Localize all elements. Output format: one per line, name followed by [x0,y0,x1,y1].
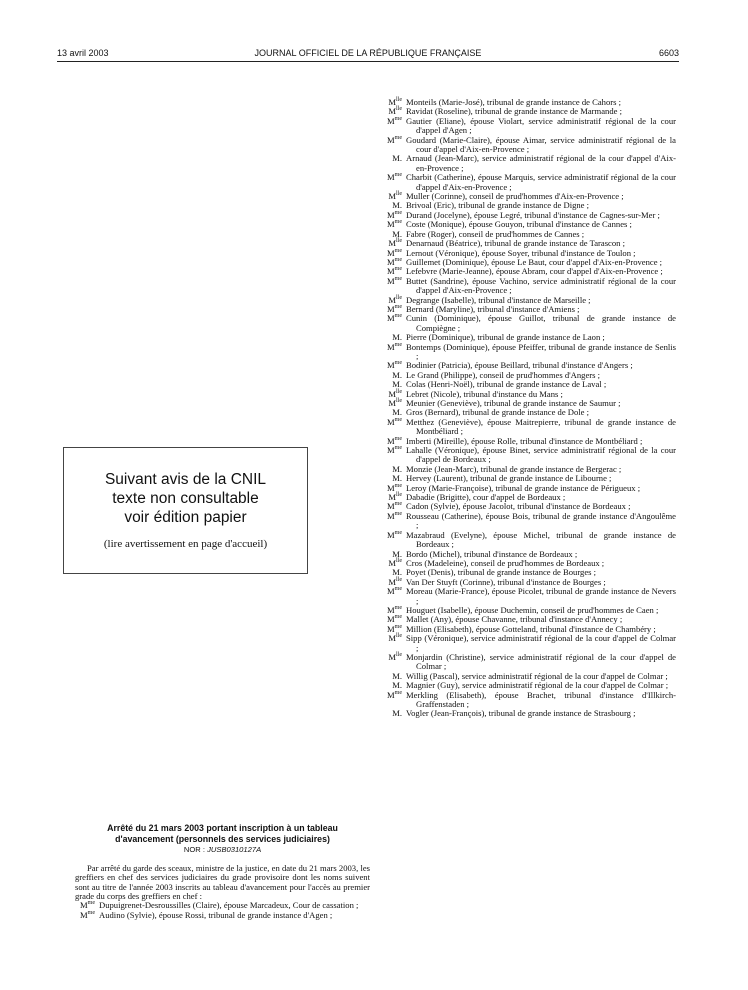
civil-title-suffix: me [394,529,402,536]
civil-title-suffix: me [394,275,402,282]
civil-title-suffix: me [394,313,402,320]
entry-text: Audino (Sylvie), épouse Rossi, tribunal de grande instance d'Agen ; [99,909,333,920]
civil-title-suffix: me [394,134,402,141]
civil-title-text: M [387,416,395,427]
entry-text: Mazabraud (Evelyne), épouse Michel, tribunal de grande instance de Bordeaux ; [406,529,676,550]
civil-title-text: M [387,445,395,456]
arrete-title-line-1: Arrêté du 21 mars 2003 portant inscription à un tableau [107,823,338,833]
civil-title-text: M [388,557,396,568]
civil-title-text: M [388,576,396,587]
entry-text: Bontemps (Dominique), épouse Pfeiffer, tribunal de grande instance de Senlis ; [406,341,676,361]
civil-title-text: M. [392,369,402,380]
arrete-title [75,823,370,844]
civil-title-text: M [80,909,88,920]
civil-title [382,512,402,521]
civil-title-text: M. [392,567,402,578]
civil-title-text: M [387,266,395,277]
civil-title-text: M [80,900,88,911]
civil-title-text: M [387,219,395,230]
civil-title-suffix: lle [396,106,402,113]
civil-title [382,154,402,163]
civil-title-suffix: me [394,623,402,630]
civil-title-text: M. [392,379,402,390]
entry-text: Degrange (Isabelle), tribunal d'instance de Marseille ; [406,294,591,305]
civil-title-text: M [387,256,395,267]
civil-title-suffix: me [394,257,402,264]
entry-text: Gros (Bernard), tribunal de grande instance de Dole ; [406,407,590,418]
civil-title-suffix: me [394,247,402,254]
civil-title-text: M [388,97,396,107]
entry-text: Denarnaud (Béatrice), tribunal de grande instance de Tarascon ; [406,238,625,249]
entry-text: Coste (Monique), épouse Gouyon, tribunal d'instance de Cannes ; [406,219,632,230]
civil-title-suffix: lle [396,558,402,565]
civil-title-suffix: lle [396,97,402,104]
entry-text: Vogler (Jean-François), tribunal de grande instance de Strasbourg ; [406,708,636,719]
list-item [382,512,676,531]
nor-code: JUSB0310127A [207,845,262,854]
entry-text: Sipp (Véronique), service administratif régional de la cour d'appel de Colmar ; [406,633,676,653]
entry-text: Bernard (Maryline), tribunal d'instance d'Amiens ; [406,303,580,314]
civil-title-suffix: me [394,219,402,226]
journal-title: JOURNAL OFFICIEL DE LA RÉPUBLIQUE FRANÇAISE [254,48,482,58]
civil-title-suffix: me [394,614,402,621]
entry-text: Goudard (Marie-Claire), épouse Aimar, service administratif régional de la cour d'appel d'Aix-en-Provence ; [406,134,676,155]
entry-text: Fabre (Roger), conseil de prud'hommes de Cannes ; [406,228,585,239]
civil-title [382,117,402,126]
entry-text: Van Der Stuyft (Corinne), tribunal d'instance de Bourges ; [406,576,606,587]
entry-text: Dabadie (Brigitte), cour d'appel de Bordeaux ; [406,492,566,503]
civil-title-text: M [387,247,395,258]
entry-text: Colas (Henri-Noël), tribunal de grande instance de Laval ; [406,379,607,390]
entry-text: Gautier (Eliane), épouse Violart, service administratif régional de la cour d'appel d'Agen ; [406,115,676,136]
list-item [382,173,676,192]
civil-title-text: M. [392,680,402,691]
page-header [57,48,679,62]
entry-text: Bodinier (Patricia), épouse Beillard, tribunal d'instance d'Angers ; [406,360,633,371]
civil-title-suffix: me [394,210,402,217]
civil-title-text: M [387,313,395,324]
civil-title-suffix: me [87,900,95,907]
civil-title-suffix: me [394,360,402,367]
entry-text: Meunier (Geneviève), tribunal de grande instance de Saumur ; [406,398,621,408]
entry-text: Cunin (Dominique), épouse Guillot, tribunal de grande instance de Compiègne ; [406,313,676,333]
civil-title-text: M [387,689,395,700]
entry-text: Monzie (Jean-Marc), tribunal de grande instance de Bergerac ; [406,463,622,474]
entry-text: Lahalle (Véronique), épouse Binet, service administratif régional de la cour d'appel de Bordeaux ; [406,445,676,465]
civil-title-suffix: me [394,115,402,122]
civil-title-suffix: lle [396,191,402,198]
civil-title-text: M [387,623,395,634]
list-item [382,587,676,606]
civil-title-suffix: me [394,586,402,593]
entry-text: Arnaud (Jean-Marc), service administratif régional de la cour d'appel d'Aix-en-Provence ; [406,153,676,173]
entry-text: Lebret (Nicole), tribunal d'instance du Mans ; [406,388,563,399]
list-item [382,314,676,333]
civil-title-text: M [387,172,395,183]
entry-text: Lernout (Véronique), épouse Soyer, tribunal d'instance de Toulon ; [406,247,636,258]
list-item [382,117,676,136]
civil-title [382,446,402,455]
civil-title [382,277,402,286]
civil-title-suffix: me [394,605,402,612]
civil-title [382,691,402,700]
civil-title-suffix: me [394,435,402,442]
civil-title-text: M [387,614,395,625]
list-item [382,277,676,296]
entry-text: Moreau (Marie-France), épouse Picolet, tribunal de grande instance de Nevers ; [406,586,676,606]
entry-text: Muller (Corinne), conseil de prud'hommes d'Aix-en-Provence ; [406,191,624,202]
entry-text: Durand (Jocelyne), épouse Legré, tribunal d'instance de Cagnes-sur-Mer ; [406,209,660,220]
entry-text: Merkling (Elisabeth), épouse Brachet, tribunal d'instance d'Illkirch-Graffenstaden ; [406,689,676,709]
civil-title [382,136,402,145]
civil-title-text: M [387,303,395,314]
civil-title [382,709,402,718]
entry-text: Monteils (Marie-José), tribunal de grande instance de Cahors ; [406,97,622,107]
arrete-paragraph: Par arrêté du garde des sceaux, ministre de la justice, en date du 21 mars 2003, les greffiers en chef des services judiciaires du grade provisoire dont les noms suivent sont au titre de l'année 2003 inscrits au tableau d'avancement pour l'accès au premier grade du corps des greffiers en chef : [75,863,370,901]
civil-title-text: M [387,134,395,145]
civil-title-suffix: lle [396,388,402,395]
civil-title-text: M [387,604,395,615]
civil-title-text: M [388,238,396,249]
civil-title [382,587,402,596]
entry-text: Monjardin (Christine), service administratif régional de la cour d'appel de Colmar ; [406,651,676,672]
civil-title [382,418,402,427]
civil-title-suffix: lle [396,576,402,583]
cnil-notice-box [63,447,308,574]
civil-title-text: M [388,492,396,503]
entry-text: Magnier (Guy), service administratif régional de la cour d'appel de Colmar ; [406,680,669,691]
civil-title [75,911,95,920]
list-item [382,136,676,155]
civil-title [382,173,402,182]
civil-title-suffix: me [394,172,402,179]
civil-title-text: M. [392,708,402,719]
arrete-entry-list [75,901,370,920]
cnil-line-1: Suivant avis de la CNIL [104,471,267,488]
entry-text: Guillemet (Dominique), épouse Le Baut, cour d'appel d'Aix-en-Provence ; [406,256,663,267]
civil-title-text: M [387,586,395,597]
list-item [382,691,676,710]
list-item [382,418,676,437]
header-date: 13 avril 2003 [57,48,109,58]
civil-title-text: M [388,191,396,202]
civil-title-text: M [387,360,395,371]
civil-title-suffix: me [394,482,402,489]
list-item [75,911,370,920]
civil-title-text: M. [392,463,402,474]
entry-text: Imberti (Mireille), épouse Rolle, tribunal d'instance de Montbéliard ; [406,435,643,446]
civil-title-text: M [387,482,395,493]
list-item [382,653,676,672]
nor-reference [75,845,370,854]
civil-title-suffix: lle [396,652,402,659]
entry-text: Pierre (Dominique), tribunal de grande instance de Laon ; [406,332,605,343]
civil-title-text: M [388,388,396,399]
civil-title-suffix: me [394,689,402,696]
right-column-list [382,98,676,719]
civil-title-suffix: me [394,445,402,452]
civil-title-text: M [387,209,395,220]
entry-text: Charbit (Catherine), épouse Marquis, service administratif régional de la cour d'appel d'Aix-en-Provence ; [406,172,676,192]
civil-title-suffix: lle [396,238,402,245]
entry-text: Mallet (Any), épouse Chavanne, tribunal d'instance d'Annecy ; [406,614,623,625]
list-item [382,446,676,465]
civil-title-suffix: lle [396,633,402,640]
cnil-line-3: voir édition papier [124,509,247,526]
civil-title-suffix: me [394,416,402,423]
entry-text: Brivoal (Eric), tribunal de grande instance de Digne ; [406,200,590,211]
civil-title-text: M [387,501,395,512]
entry-text: Hervey (Laurent), tribunal de grande instance de Libourne ; [406,473,612,484]
entry-text: Lefebvre (Marie-Jeanne), épouse Abram, cour d'appel d'Aix-en-Provence ; [406,266,663,277]
cnil-note: (lire avertissement en page d'accueil) [103,538,268,550]
civil-title-text: M [388,651,396,662]
nor-label: NOR : [183,845,205,854]
list-item [382,531,676,550]
civil-title-suffix: me [394,304,402,311]
civil-title-text: M. [392,548,402,559]
header-rule [57,61,679,62]
civil-title-text: M [387,510,395,521]
entry-text: Poyet (Denis), tribunal de grande instance de Bourges ; [406,567,597,578]
civil-title-text: M. [392,228,402,239]
civil-title-text: M [387,529,395,540]
civil-title-suffix: lle [396,398,402,405]
civil-title-text: M [387,341,395,352]
entry-text: Ravidat (Roseline), tribunal de grande instance de Marmande ; [406,106,622,117]
civil-title-text: M. [392,473,402,484]
list-item [382,154,676,173]
civil-title-suffix: me [87,909,95,916]
entry-text: Leroy (Marie-Françoise), tribunal de grande instance de Périgueux ; [406,482,641,493]
entry-text: Million (Elisabeth), épouse Gotteland, tribunal d'instance de Chambéry ; [406,623,656,634]
entry-text: Le Grand (Philippe), conseil de prud'hommes d'Angers ; [406,369,601,380]
civil-title-text: M [387,435,395,446]
civil-title-suffix: me [394,501,402,508]
entry-text: Metthez (Geneviève), épouse Maitrepierre, tribunal de grande instance de Montbéliard ; [406,416,676,437]
list-item [382,709,676,718]
civil-title [382,634,402,643]
page-number: 6603 [658,48,679,58]
civil-title-suffix: me [394,266,402,273]
civil-title-text: M. [392,153,402,164]
civil-title-text: M. [392,670,402,681]
civil-title-text: M [388,294,396,305]
civil-title [382,343,402,352]
civil-title-text: M [388,106,396,117]
civil-title-text: M. [392,407,402,418]
list-item [382,343,676,362]
entry-text: Cros (Madeleine), conseil de prud'hommes de Bordeaux ; [406,557,605,568]
civil-title-text: M [387,275,395,286]
entry-text: Willig (Pascal), service administratif régional de la cour d'appel de Colmar ; [406,670,668,681]
entry-text: Cadon (Sylvie), épouse Jacolot, tribunal d'instance de Bordeaux ; [406,501,631,512]
civil-title-suffix: lle [396,294,402,301]
arrete-title-line-2: d'avancement (personnels des services judiciaires) [115,833,330,844]
civil-title-text: M. [392,332,402,343]
civil-title-suffix: me [394,511,402,518]
civil-title-text: M [387,115,395,126]
entry-text: Bordo (Michel), tribunal d'instance de Bordeaux ; [406,548,578,559]
left-column [75,823,370,920]
civil-title-text: M [388,398,396,408]
list-item [382,634,676,653]
civil-title-text: M. [392,200,402,211]
civil-title-text: M [388,633,396,644]
civil-title [382,531,402,540]
entry-text: Rousseau (Catherine), épouse Bois, tribunal de grande instance d'Angoulême ; [406,510,676,531]
cnil-line-2: texte non consultable [112,490,259,507]
civil-title-suffix: me [394,341,402,348]
civil-title [382,653,402,662]
civil-title-suffix: lle [396,492,402,499]
entry-text: Buttet (Sandrine), épouse Vachino, service administratif régional de la cour d'appel d'Aix-en-Provence ; [406,275,676,296]
entry-text: Dupuigrenet-Desroussilles (Claire), épouse Marcadeux, Cour de cassation ; [99,900,359,911]
entry-text: Houguet (Isabelle), épouse Duchemin, conseil de prud'hommes de Caen ; [406,604,659,615]
civil-title [382,314,402,323]
